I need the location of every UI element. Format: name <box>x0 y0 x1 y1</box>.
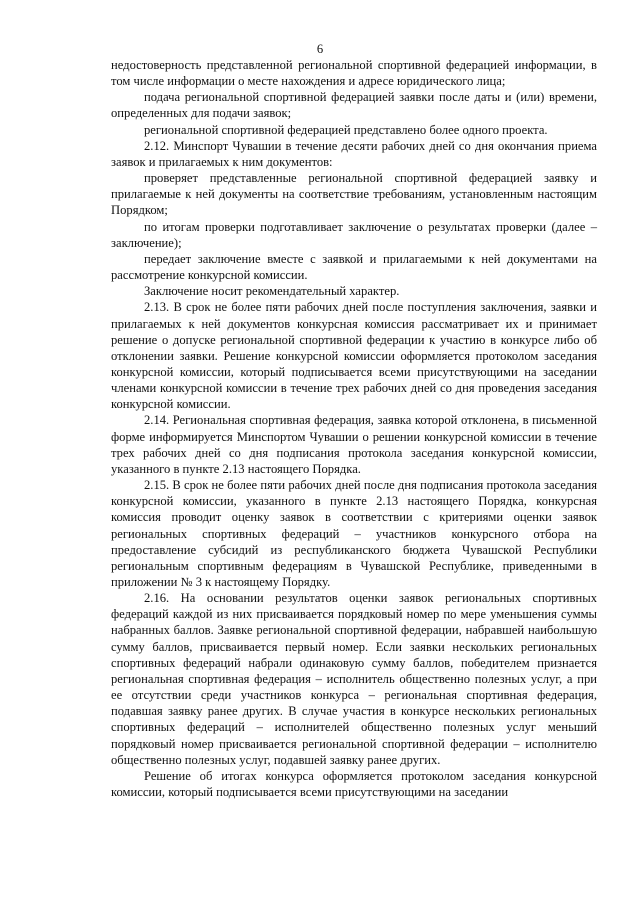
paragraph: 2.14. Региональная спортивная федерация, заявка которой отклонена, в письменной форме информируется Минспортом Чувашии о решении конкурсной комиссии в течение трех рабочих дней со дня подписания протокола заседания конкурсной комиссии, указанного в пункте 2.13 настоящего Порядка. <box>111 413 597 476</box>
paragraph: подача региональной спортивной федерацией заявки после даты и (или) времени, определенных для подачи заявок; <box>111 90 597 121</box>
paragraph: проверяет представленные региональной спортивной федерацией заявку и прилагаемые к ней документы на соответствие требованиям, установленным настоящим Порядком; <box>111 171 597 218</box>
paragraph: по итогам проверки подготавливает заключение о результатах проверки (далее – заключение); <box>111 219 597 250</box>
paragraph: недостоверность представленной региональной спортивной федерацией информации, в том числе информации о месте нахождения и адресе юридического лица; <box>111 58 597 89</box>
paragraph: региональной спортивной федерацией представлено более одного проекта. <box>144 122 548 137</box>
paragraph: 2.16. На основании результатов оценки заявок региональных спортивных федераций каждой из них присваивается порядковый номер по мере уменьшения суммы набранных баллов. Заявке региональной спортивной федерации, набравшей наибольшую сумму баллов, присваивается первый номер. Если заявки нескольких региональных спортивных федераций набрали одинаковую сумму баллов, победителем признается региональная спортивная федерация – исполнитель общественно полезных услуг, а при ее отсутствии среди участников конкурса – региональная спортивная федерация, подавшая заявку ранее других. В случае участия в конкурсе нескольких региональных спортивных федераций – исполнителей общественно полезных услуг меньший порядковый номер присваивается региональной спортивной федерации – исполнителю общественно полезных услуг, подавшей заявку ранее других. <box>111 591 597 767</box>
paragraph: 2.15. В срок не более пяти рабочих дней после дня подписания протокола заседания конкурсной комиссии, указанного в пункте 2.13 настоящего Порядка, конкурсная комиссия проводит оценку заявок в соответствии с критериями оценки заявок региональных спортивных федераций – участников конкурсного отбора на предоставление субсидий из республиканского бюджета Чувашской Республики региональным спортивным федерациям в Чувашской Республике, приведенными в приложении № 3 к настоящему Порядку. <box>111 478 597 589</box>
paragraph: Решение об итогах конкурса оформляется протоколом заседания конкурсной комиссии, который подписывается всеми присутствующими на заседании <box>111 768 597 800</box>
document-body <box>111 57 597 800</box>
paragraph: 2.12. Минспорт Чувашии в течение десяти рабочих дней со дня окончания приема заявок и прилагаемых к ним документов: <box>111 138 597 169</box>
paragraph: 2.13. В срок не более пяти рабочих дней после поступления заключения, заявки и прилагаемых к ней документов конкурсная комиссия рассматривает их и принимает решение о допуске региональной спортивной федерации к участию в конкурсе либо об отклонении заявки. Решение конкурсной комиссии оформляется протоколом заседания конкурсной комиссии, который подписывается всеми присутствующими на заседании членами конкурсной комиссии в течение трех рабочих дней со дня проведения заседания конкурсной комиссии. <box>111 300 597 412</box>
page-number: 6 <box>316 42 324 56</box>
paragraph: передает заключение вместе с заявкой и прилагаемыми к ней документами на рассмотрение конкурсной комиссии. <box>111 251 597 283</box>
paragraph: Заключение носит рекомендательный характер. <box>144 284 400 299</box>
